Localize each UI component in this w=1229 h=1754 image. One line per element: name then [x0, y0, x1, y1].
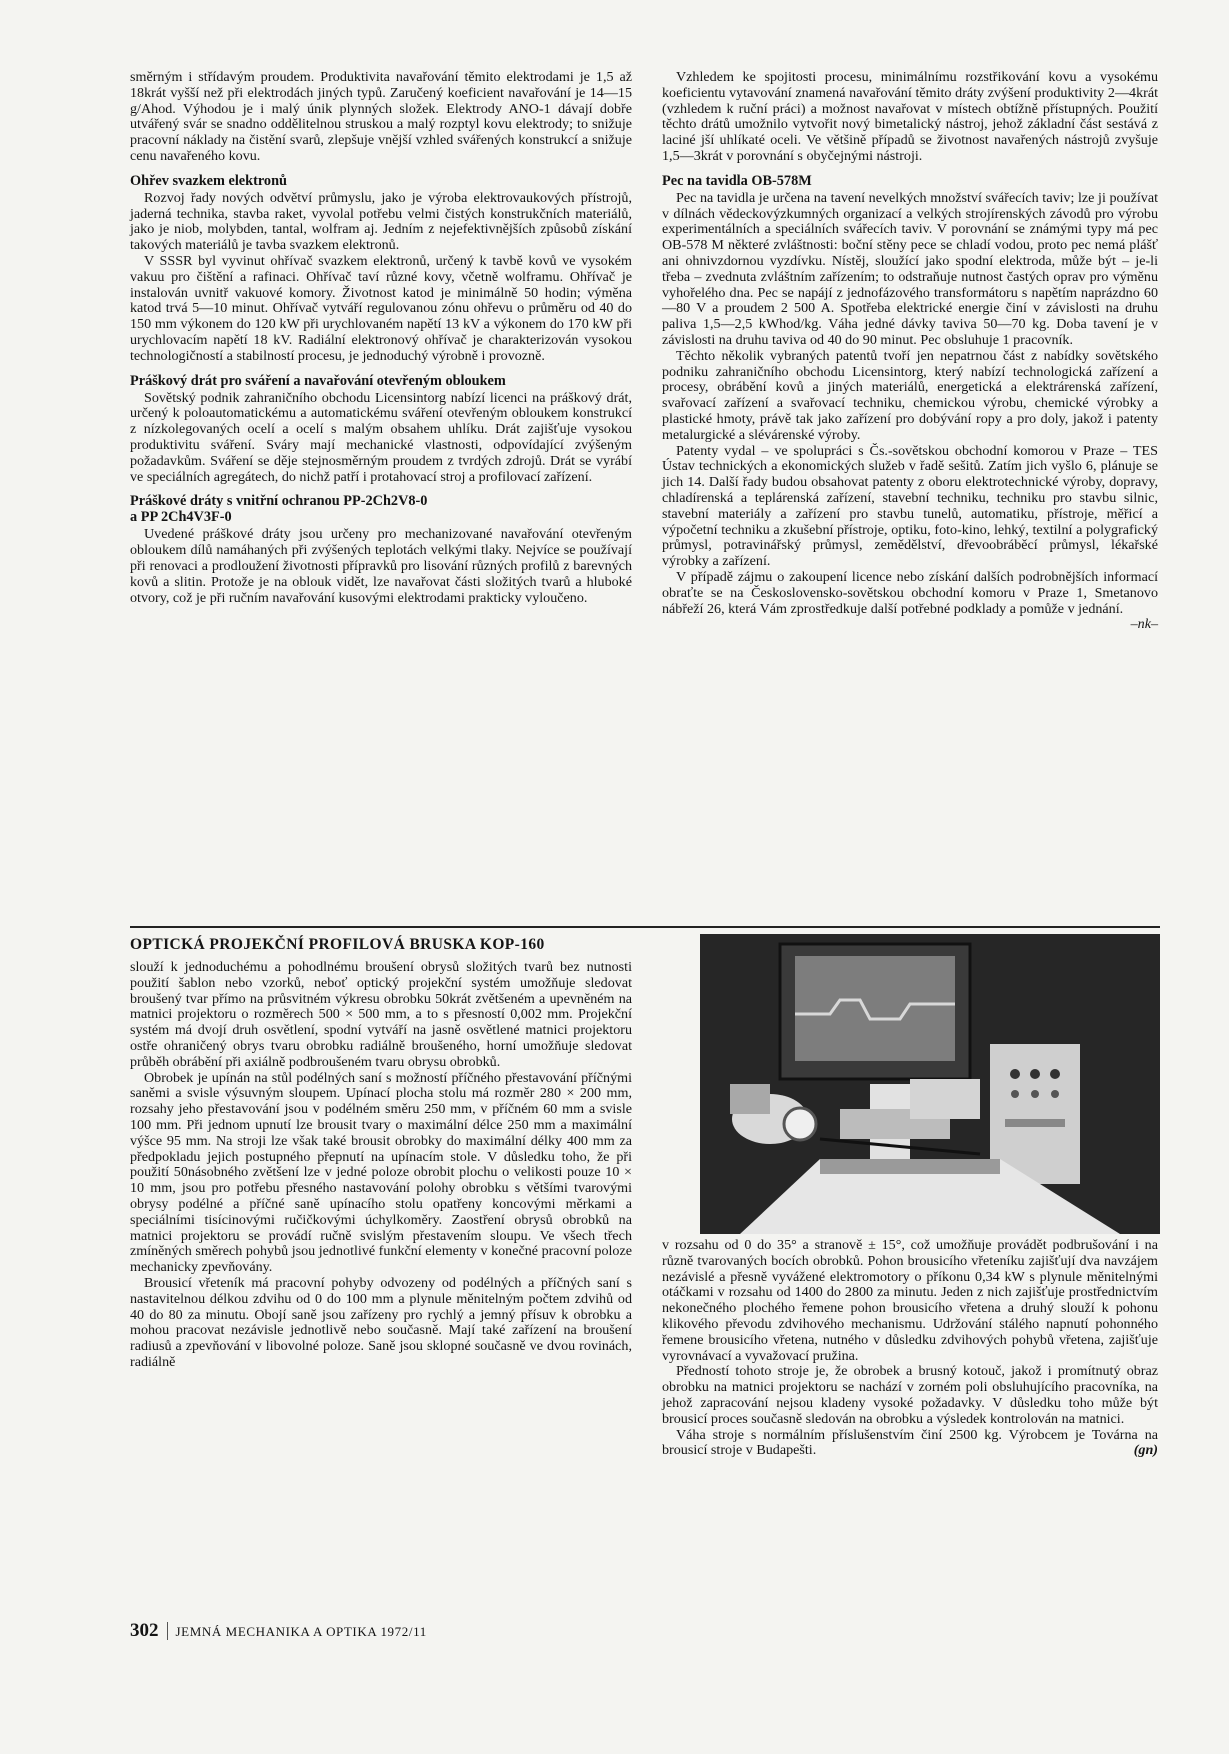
section-divider — [130, 926, 1160, 928]
paragraph: Obrobek je upínán na stůl podélných saní s možností příčného přestavování příčnými saněmi a svisle výsuvným sloupem. Upínací plocha stolu má rozměr 280 × 200 mm, rozsahy jeho přestavování jsou v podélném směru 250 mm, v příčném 60 mm a svisle 100 mm. Při jednom upnutí lze brousit tvary o maximální délce 250 mm a maximální výšce 95 mm. Na stroji lze však také brousit obrobky do maximální délky 400 mm za předpokladu jejich postupného přepnutí na upínacím stole. V důsledku toho, že při použití 50násobného zvětšení lze v jedné poloze obrobit plochu o velikosti pouze 10 × 10 mm, jsou pro potřebu přesného nastavování polohy obrobku s většími tvarovými obrysy podélné a příčné saně upínacího stolu opatřeny koncovými měrkami a speciálními tisícinovými ručičkovými úchylkoměry. Zaostření obrysů obrobků na matnici projektoru se provádí ručně svislým přestavením sloupu. Ve všech třech zmíněných směrech pohybů jsou jednotlivé funkční elementy v konečné pracovní poloze mechanicky zpevňovány. — [130, 1069, 632, 1276]
paragraph: V případě zájmu o zakoupení licence nebo získání dalších podrobnějších informací obraťte se na Československo-sovětskou obchodní komoru v Praze 1, Smetanovo nábřeží 26, která Vám zprostředkuje další potřebné podklady a pomůže v jednání. — [662, 568, 1158, 617]
machine-photo — [700, 934, 1160, 1234]
paragraph: Předností tohoto stroje je, že obrobek a brusný kotouč, jakož i promítnutý obraz obrobku na matnici projektoru se nachází v zorném poli obsluhujícího pracovníka, na jehož zapracování nejsou kladeny vysoké požadavky. V důsledku toho může být brousicí proces současně sledován na obrobku a výsledek kontrolován na matnici. — [662, 1363, 1158, 1427]
article-title: OPTICKÁ PROJEKČNÍ PROFILOVÁ BRUSKA KOP-160 — [130, 936, 545, 953]
paragraph: Sovětský podnik zahraničního obchodu Licensintorg nabízí licenci na práškový drát, určený k poloautomatickému a automatickému sváření otevřeným obloukem konstrukcí z nízkolegovaných ocelí a ocelí s malým obsahem uhlíku. Drát zajišťuje vysokou produktivitu sváření. Sváry mají mechanické vlastnosti, odpovídající zvýšeným požadavkům. Sváření se děje stejnosměrným proudem z tvrdých zdrojů. Drát se vyrábí ve speciálních agregátech, do nichž patří i protahovací stroj a profilovací zařízení. — [130, 389, 632, 485]
paragraph: Vzhledem ke spojitosti procesu, minimálnímu rozstřikování kovu a vysokému koeficientu vytavování znamená navařování těmito dráty zvýšení produktivity 2—4krát (vzhledem k ruční práci) a možnost navařovat v místech obtížně přístupných. Použití těchto drátů umožnilo vytvořit nový bimetalický nástroj, jehož základní část sestává z laciné jší uhlíkaté oceli. Ve většině případů se životnost navařených nástrojů zvyšuje 1,5—3krát v porovnání s obyčejnými nástroji. — [662, 69, 1158, 164]
paragraph — [662, 1428, 1158, 1460]
publication-name: JEMNÁ MECHANIKA A OPTIKA 1972/11 — [175, 1624, 427, 1639]
section-heading-cont: a PP 2Ch4V3F-0 — [130, 509, 232, 526]
column-right-top — [662, 70, 1158, 633]
column-left-top — [130, 70, 632, 606]
paragraph: Uvedené práškové dráty jsou určeny pro mechanizované navařování otevřeným obloukem dílů namáhaných při zvýšených teplotách velkými tlaky. Nejvíce se používají při renovaci a prodloužení životnosti přípravků pro lisování různých profilů z barevných kovů a slitin. Protože je na oblouk vidět, lze navařovat části složitých tvarů a hluboké otvory, což je při ručním navařování kusovými elektrodami prakticky vyloučeno. — [130, 526, 632, 606]
paragraph: slouží k jednoduchému a pohodlnému broušení obrysů složitých tvarů bez nutnosti použití šablon nebo vzorků, neboť optický projekční systém umožňuje sledovat broušený tvar přímo na průsvitném výkresu obrobku 50krát zvětšeném a upevněném na matnici projektoru o rozměrech 500 × 500 mm, a to s přesností 0,002 mm. Projekční systém má dvojí druh osvětlení, spodní vytváří na jasně osvětlené matnici projektoru ostře ohraničený obrys tvaru obrobku radiálně broušeného, horní umožňuje sledovat průběh obrábění při axiálně podbroušeném tvaru obrysu obrobků. — [130, 959, 632, 1070]
paragraph: v rozsahu od 0 do 35° a stranově ± 15°, což umožňuje provádět podbrušování i na různě tvarovaných bocích obrobků. Pohon brousicího vřeteníku zajišťují dva navzájem nezávislé a přesně vyvážené elektromotory o příkonu 0,34 kW s plynule měnitelnými otáčkami v rozsahu od 1400 do 2800 za minutu. Jeden z nich zajišťuje prostřednictvím nekonečného plochého řemene pohon brousicího vřetena a druhý slouží k pohonu klikového převodu zdvihového mechanismu. Udržování stálého napnutí pohonného řemene brousicího vřetena, nutného v důsledku zdvihových pohybů vřetena, zajišťuje vyrovnávací a vyvažovací pružina. — [662, 1237, 1158, 1364]
column-right-article — [662, 1238, 1158, 1459]
author-signature: –nk– — [1130, 616, 1158, 633]
paragraph: Brousicí vřeteník má pracovní pohyby odvozeny od podélných a příčných saní s nastavitelnou délkou zdvihu od 0 do 100 mm a plynule měnitelným počtem zdvihů od 40 do 80 za minutu. Obojí saně jsou zařízeny pro rychlý a jemný přísuv k obrobku a mohou pracovat nezávisle jednotlivě nebo současně. Mají také zařízení na broušení radiusů a zpevňování v libovolné poloze. Saně jsou sklopné současně ve dvou rovinách, radiálně — [130, 1274, 632, 1370]
page-number: 302 — [130, 1620, 159, 1641]
paragraph: směrným i střídavým proudem. Produktivita navařování těmito elektrodami je 1,5 až 18krát vyšší než při elektrodách jiných typů. Zaručený koeficient navařování je 14—15 g/Ahod. Výhodou je i malý únik plynných složek. Elektrody ANO-1 dávají dobře utvářený svár se snadno oddělitelnou struskou a malý rozptyl kovu elektrody; to snižuje pracovní náklady na čistění svarů, zlepšuje vnější vzhled svářených konstrukcí a snižuje cenu navařeného kovu. — [130, 69, 632, 164]
author-signature: (gn) — [1133, 1442, 1158, 1459]
paragraph: Těchto několik vybraných patentů tvoří jen nepatrnou část z nabídky sovětského podniku zahraničního obchodu Licensintorg, který nabízí technologická zařízení a procesy, obrábění kovů a jiných materiálů, energetická a elektrárenská zařízení, svařovací zařízení a svařovací techniku, chemickou výrobu, chemické výrobky a plastické hmoty, právě tak jako zařízení pro dobývání ropy a pro doly, jakož i patenty metalurgické a slévárenské výroby. — [662, 347, 1158, 443]
paragraph: V SSSR byl vyvinut ohřívač svazkem elektronů, určený k tavbě kovů ve vysokém vakuu pro čištění a rafinaci. Ohřívač taví různé kovy, včetně wolframu. Ohřívač je instalován uvnitř vakuové komory. Životnost katod je minimálně 50 hodin; výměna katod trvá 5—10 minut. Ohřívač vytváří regulovanou zónu ohřevu o průměru od 40 do 150 mm výkonem do 120 kW při urychlovaném napětí 13 kV a výkonem do 170 kW při urychlovacím napětí 18 kV. Radiální elektronový ohřívač je charakterizován vysokou technologičností a stabilností procesu, je jednoduchý výrobně i provozně. — [130, 252, 632, 364]
section-heading: Práškové dráty s vnitřní ochranou PP-2Ch2V8-0 — [130, 493, 428, 510]
paragraph: Pec na tavidla je určena na tavení nevelkých množství svářecích taviv; lze ji používat v dílnách vědeckovýzkumných organizací a velkých strojírenských závodů pro výrobu experimentálních a speciálních svářecích taviv. V porovnání se známými typy má pec OB-578 M některé zvláštnosti: boční stěny pece se chladí vodou, proto pec nemá plášť ani ohnivzdornou vyzdívku. Nístěj, sloužící jako spodní elektroda, může být – je-li třeba – zvednuta zvláštním zařízením; to odstraňuje nutnost častých oprav pro výměnu vyhořelého dna. Pec se napájí z jednofázového transformátoru s napětím naprázdno 60—80 V a proudem 2 500 A. Spotřeba elektrické energie činí v závislosti na druhu paliva 1,5—2,5 kWhod/kg. Váha jedné dávky taviva 50—70 kg. Doba tavení je v závislosti na druhu taviva od 40 do 90 minut. Pec obsluhuje 1 pracovník. — [662, 189, 1158, 348]
paragraph: Rozvoj řady nových odvětví průmyslu, jako je výroba elektrovaukových přístrojů, jaderná technika, stavba raket, vyvolal potřebu velmi čistých konstrukčních materiálů, jako je niob, molybden, tantal, wolfram aj. Jedním z nejefektivnějších způsobů získání takových materiálů je tavba svazkem elektronů. — [130, 189, 632, 254]
section-heading: Práškový drát pro sváření a navařování otevřeným obloukem — [130, 372, 506, 389]
footer-separator — [167, 1622, 168, 1640]
section-heading: Ohřev svazkem elektronů — [130, 172, 287, 189]
page-footer — [130, 1620, 427, 1642]
column-left-article — [130, 960, 632, 1371]
paragraph-text: Váha stroje s normálním příslušenstvím činí 2500 kg. Výrobcem je Továrna na brousicí stroje v Budapešti. — [662, 1426, 1158, 1459]
section-heading: Pec na tavidla OB-578M — [662, 172, 812, 189]
paragraph: Patenty vydal – ve spolupráci s Čs.-sovětskou obchodní komorou v Praze – TES Ústav technických a ekonomických služeb v řadě sešitů. Zatím jich vyšlo 6, plánuje se jich 14. Další řady budou obsahovat patenty z oboru elektrotechnické výroby, dopravy, chladírenská a teplárenská zařízení, stavební techniku, techniku pro stavbu silnic, stavební materiály a zařízení pro stavbu tunelů, automatiku, přístroje, měřicí a výpočetní techniku a zkušební přístroje, optiku, foto-kino, lehký, textilní a polygrafický průmysl, potravinářský průmysl, zemědělství, dřevoobráběcí průmysl, lékařské výrobky a zařízení. — [662, 442, 1158, 570]
grinder-machine-illustration — [700, 934, 1160, 1234]
